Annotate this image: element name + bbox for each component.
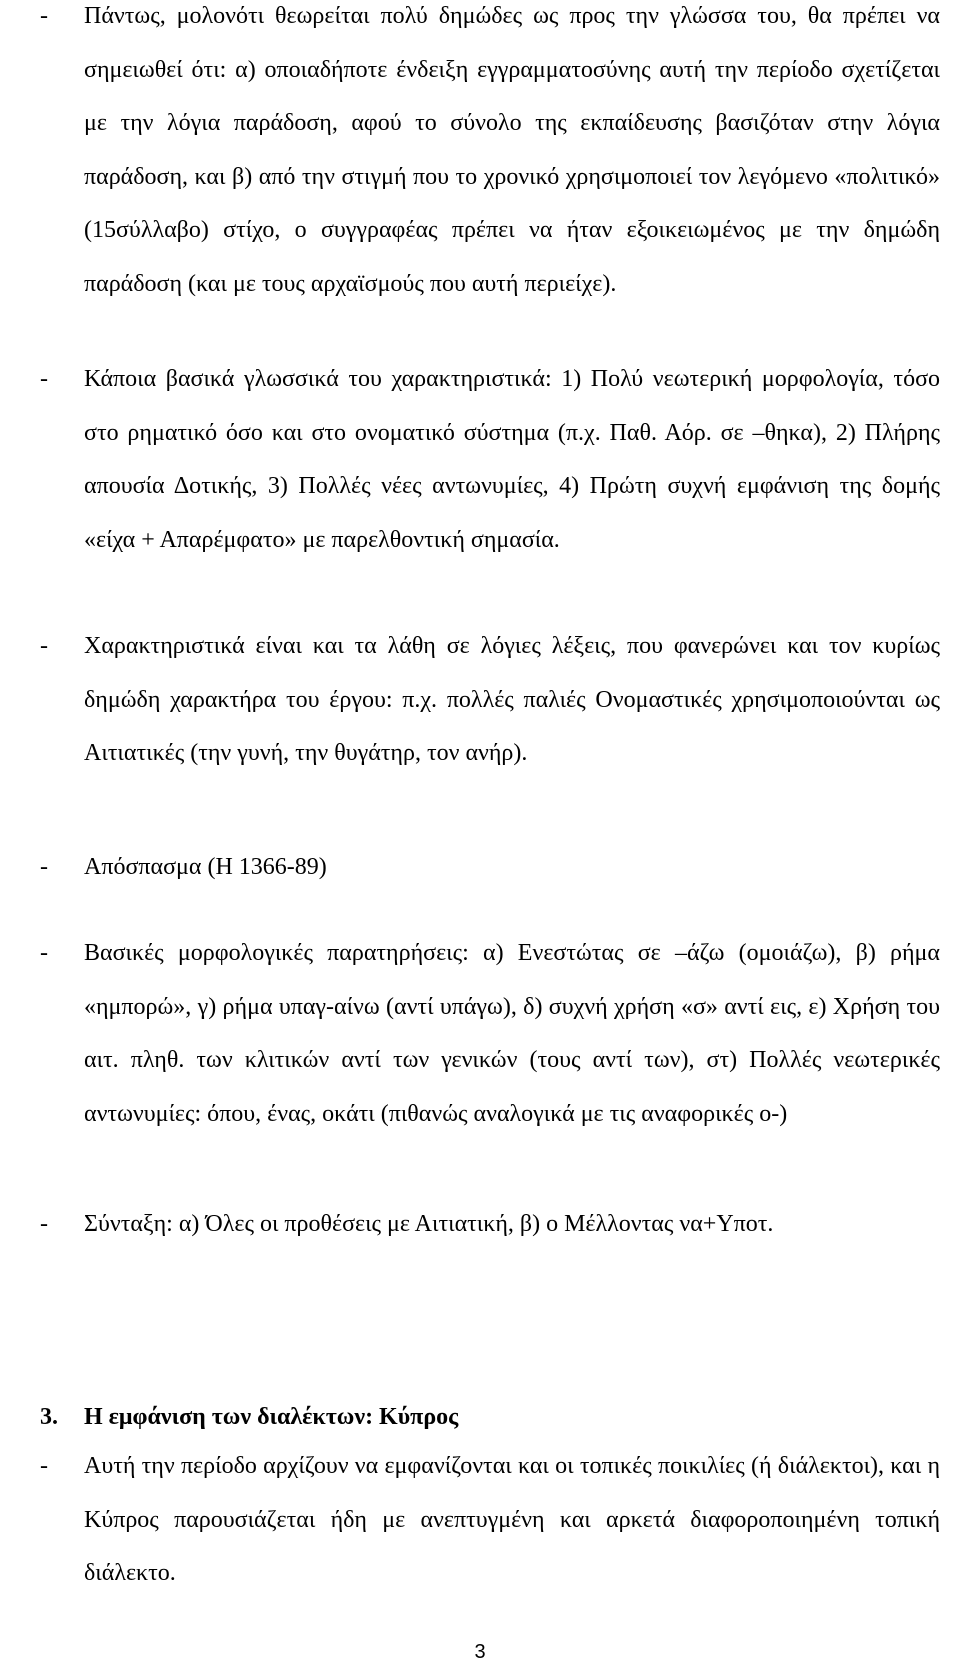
bullet-text: Πάντως, μολονότι θεωρείται πολύ δημώδες ως προς την γλώσσα του, θα πρέπει να σημειωθεί ότι: α) οποιαδήποτε ένδειξη εγγραμματοσύνης αυτή την περίοδο σχετίζεται με την λόγια παράδοση, αφού το σύνολο της εκπαίδευσης βασιζόταν στην λόγια παράδοση, και β) από την στιγμή που το χρονικό χρησιμοποιεί τον λεγόμενο «πολιτικό» (15σύλλαβο) στίχο, ο συγγραφέας πρέπει να ήταν εξοικειωμένος με την δημώδη παράδοση (και με τους αρχαϊσμούς που αυτή περιείχε). bbox=[84, 3, 940, 297]
bullet-dash: - bbox=[40, 3, 48, 29]
bullet-item-1 bbox=[40, 0, 940, 312]
bullet-item-2 bbox=[40, 353, 940, 567]
section-heading bbox=[40, 1390, 920, 1444]
bullet-item-3 bbox=[40, 620, 940, 781]
bullet-item-6 bbox=[40, 1198, 940, 1252]
bullet-text: Αυτή την περίοδο αρχίζουν να εμφανίζονται και οι τοπικές ποικιλίες (ή διάλεκτοι), και η Κύπρος παρουσιάζεται ήδη με ανεπτυγμένη και αρκετά διαφοροποιημένη τοπική διάλεκτο. bbox=[84, 1453, 940, 1587]
bullet-item-5 bbox=[40, 927, 940, 1141]
bullet-text: Βασικές μορφολογικές παρατηρήσεις: α) Ενεστώτας σε –άζω (ομοιάζω), β) ρήμα «ημπορώ», γ) ρήμα υπαγ-αίνω (αντί υπάγω), δ) συχνή χρήση «σ» αντί εις, ε) Χρήση του αιτ. πληθ. των κλιτικών αντί των γενικών (τους αντί των), στ) Πολλές νεωτερικές αντωνυμίες: όπου, ένας, οκάτι (πιθανώς αναλογικά με τις αναφορικές ο-) bbox=[84, 940, 940, 1127]
bullet-dash: - bbox=[40, 1211, 48, 1237]
bullet-dash: - bbox=[40, 633, 48, 659]
bullet-text: Σύνταξη: α) Όλες οι προθέσεις με Αιτιατική, β) ο Μέλλοντας να+Υποτ. bbox=[84, 1211, 774, 1237]
bullet-dash: - bbox=[40, 366, 48, 392]
bullet-text: Απόσπασμα (Η 1366-89) bbox=[84, 854, 327, 880]
bullet-dash: - bbox=[40, 940, 48, 966]
bullet-text: Κάποια βασικά γλωσσικά του χαρακτηριστικά: 1) Πολύ νεωτερική μορφολογία, τόσο στο ρηματικό όσο και στο ονοματικό σύστημα (π.χ. Παθ. Αόρ. σε –θηκα), 2) Πλήρης απουσία Δοτικής, 3) Πολλές νέες αντωνυμίες, 4) Πρώτη συχνή εμφάνιση της δομής «είχα + Απαρέμφατο» με παρελθοντική σημασία. bbox=[84, 366, 940, 553]
bullet-text: Χαρακτηριστικά είναι και τα λάθη σε λόγιες λέξεις, που φανερώνει και τον κυρίως δημώδη χαρακτήρα του έργου: π.χ. πολλές παλιές Ονομαστικές χρησιμοποιούνται ως Αιτιατικές (την γυνή, την θυγάτηρ, τον ανήρ). bbox=[84, 633, 940, 767]
page-number: 3 bbox=[474, 1641, 486, 1663]
section-bullet-item-1 bbox=[40, 1440, 940, 1601]
bullet-dash: - bbox=[40, 854, 48, 880]
bullet-item-4 bbox=[40, 841, 940, 895]
section-number: 3. bbox=[40, 1404, 58, 1430]
section-title: Η εμφάνιση των διαλέκτων: Κύπρος bbox=[84, 1404, 459, 1430]
bullet-dash: - bbox=[40, 1453, 48, 1479]
